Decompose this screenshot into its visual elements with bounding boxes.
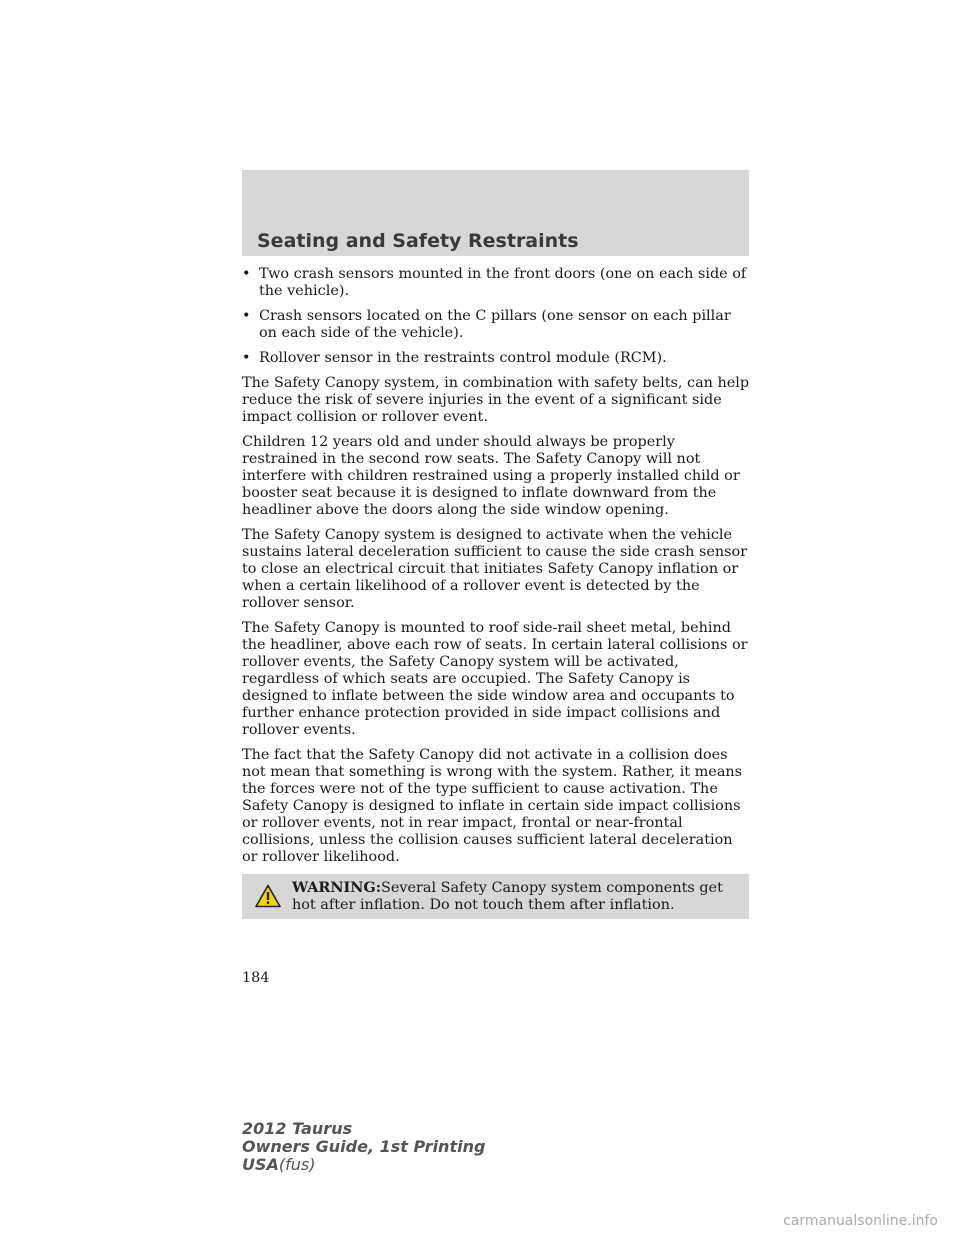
warning-label: WARNING: bbox=[292, 879, 382, 896]
bullet-item bbox=[242, 308, 752, 342]
warning-text bbox=[292, 879, 742, 914]
bullet-text: Two crash sensors mounted in the front doors (one on each side of the vehicle). bbox=[259, 266, 747, 299]
footer-model: 2012 Taurus bbox=[242, 1119, 353, 1138]
bullet-text: Rollover sensor in the restraints control module (RCM). bbox=[259, 350, 667, 366]
paragraph: The fact that the Safety Canopy did not activate in a collision does not mean that something is wrong with the system. Rather, it means the forces were not of the type sufficient to cause activation. The Safety Canopy is designed to inflate in certain side impact collisions or rollover events, not in rear impact, frontal or near-frontal collisions, unless the collision causes sufficient lateral deceleration or rollover likelihood. bbox=[242, 747, 743, 865]
footer-region-main: USA bbox=[242, 1155, 279, 1174]
page-content bbox=[242, 266, 752, 919]
paragraph: The Safety Canopy system is designed to activate when the vehicle sustains lateral deceleration sufficient to cause the side crash sensor to close an electrical circuit that initiates Safety Canopy inflation or when a certain likelihood of a rollover event is detected by the rollover sensor. bbox=[242, 527, 748, 611]
footer-region-sub: (fus) bbox=[278, 1155, 316, 1174]
paragraph: The Safety Canopy is mounted to roof side-rail sheet metal, behind the headliner, above each row of seats. In certain lateral collisions or rollover events, the Safety Canopy system will be activated, regardless of which seats are occupied. The Safety Canopy is designed to inflate between the side window area and occupants to further enhance protection provided in side impact collisions and rollover events. bbox=[242, 620, 748, 738]
footer-guide: Owners Guide, 1st Printing bbox=[242, 1137, 486, 1156]
section-title: Seating and Safety Restraints bbox=[257, 230, 579, 252]
page-number: 184 bbox=[242, 970, 270, 986]
paragraph: Children 12 years old and under should always be properly restrained in the second row seats. The Safety Canopy will not interfere with children restrained using a properly installed child or booster seat because it is designed to inflate downward from the headliner above the doors along the side window opening. bbox=[242, 434, 740, 518]
bullet-text: Crash sensors located on the C pillars (one sensor on each pillar on each side of the vehicle). bbox=[259, 308, 731, 341]
bullet-dot: • bbox=[242, 266, 251, 282]
paragraph: The Safety Canopy system, in combination with safety belts, can help reduce the risk of severe injuries in the event of a significant side impact collision or rollover event. bbox=[242, 375, 750, 425]
warning-box bbox=[242, 874, 749, 919]
footer-region bbox=[242, 1156, 485, 1174]
bullet-dot: • bbox=[242, 350, 251, 366]
section-header bbox=[242, 170, 749, 256]
bullet-dot: • bbox=[242, 308, 251, 324]
footer bbox=[242, 1120, 485, 1174]
warning-message: Several Safety Canopy system components get hot after inflation. Do not touch them after inflation. bbox=[292, 880, 723, 913]
warning-triangle-icon bbox=[255, 884, 281, 908]
bullet-item bbox=[242, 266, 752, 300]
bullet-item bbox=[242, 350, 752, 367]
watermark-link[interactable]: carmanualsonline.info bbox=[783, 1213, 938, 1229]
